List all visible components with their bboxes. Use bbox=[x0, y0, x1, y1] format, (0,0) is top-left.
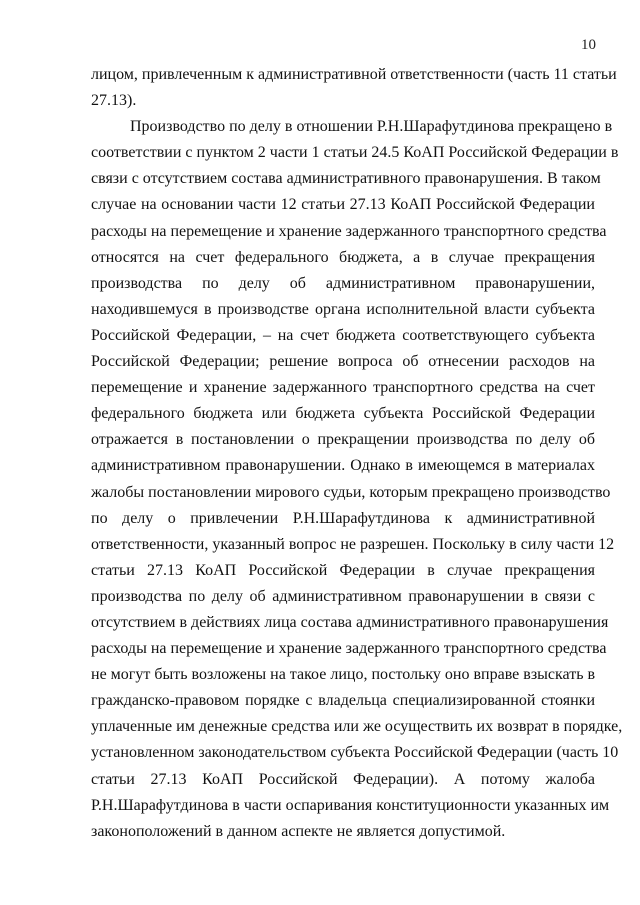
text-line: жалобы постановлении мирового судьи, которым прекращено производство bbox=[91, 483, 611, 501]
text-line: законоположений в данном аспекте не является допустимой. bbox=[91, 822, 506, 840]
paragraph bbox=[91, 114, 623, 845]
text-line: расходы на перемещение и хранение задержанного транспортного средства bbox=[91, 640, 607, 658]
text-line: Р.Н.Шарафутдинова в части оспаривания конституционности указанных им bbox=[91, 796, 610, 814]
text-line: по делу о привлечении Р.Н.Шарафутдинова к административной bbox=[91, 509, 595, 527]
text-line: находившемуся в производстве органа исполнительной власти субъекта bbox=[91, 300, 595, 318]
text-line: перемещение и хранение задержанного транспортного средства на счет bbox=[91, 379, 595, 397]
text-line: статьи 27.13 КоАП Российской Федерации). А потому жалоба bbox=[91, 770, 595, 788]
text-line: лицом, привлеченным к административной ответственности (часть 11 статьи bbox=[91, 66, 617, 83]
text-line: соответствии с пунктом 2 части 1 статьи 24.5 КоАП Российской Федерации в bbox=[91, 144, 619, 162]
text-line: установленном законодательством субъекта Российской Федерации (часть 10 bbox=[91, 744, 619, 762]
text-line: Российской Федерации, – на счет бюджета соответствующего субъекта bbox=[91, 326, 595, 344]
text-line: Производство по делу в отношении Р.Н.Шарафутдинова прекращено в bbox=[130, 118, 613, 136]
text-line: случае на основании части 12 статьи 27.13 КоАП Российской Федерации bbox=[91, 196, 595, 214]
text-line: административном правонарушении. Однако в имеющемся в материалах bbox=[91, 457, 595, 475]
page-number: 10 bbox=[581, 37, 596, 53]
text-line: ответственности, указанный вопрос не разрешен. Поскольку в силу части 12 bbox=[91, 535, 615, 553]
text-line: 27.13). bbox=[91, 92, 137, 110]
text-line: отсутствием в действиях лица состава административного правонарушения bbox=[91, 613, 609, 631]
text-line: производства по делу об административном правонарушении в связи с bbox=[91, 587, 595, 605]
text-line: Российской Федерации; решение вопроса об отнесении расходов на bbox=[91, 353, 595, 371]
text-line: гражданско-правовом порядке с владельца специализированной стоянки bbox=[91, 692, 595, 710]
text-line: не могут быть возложены на такое лицо, постольку оно вправе взыскать в bbox=[91, 666, 596, 684]
text-line: связи с отсутствием состава административного правонарушения. В таком bbox=[91, 170, 601, 188]
text-line: уплаченные им денежные средства или же осуществить их возврат в порядке, bbox=[91, 718, 623, 736]
text-line: статьи 27.13 КоАП Российской Федерации в случае прекращения bbox=[91, 561, 595, 579]
text-line: отражается в постановлении о прекращении производства по делу об bbox=[91, 431, 595, 449]
paragraph bbox=[91, 62, 617, 114]
text-line: расходы на перемещение и хранение задержанного транспортного средства bbox=[91, 222, 607, 240]
document-body bbox=[91, 62, 623, 845]
text-line: федерального бюджета или бюджета субъекта Российской Федерации bbox=[91, 405, 595, 423]
text-line: относятся на счет федерального бюджета, а в случае прекращения bbox=[91, 248, 595, 266]
text-line: производства по делу об административном правонарушении, bbox=[91, 274, 595, 292]
